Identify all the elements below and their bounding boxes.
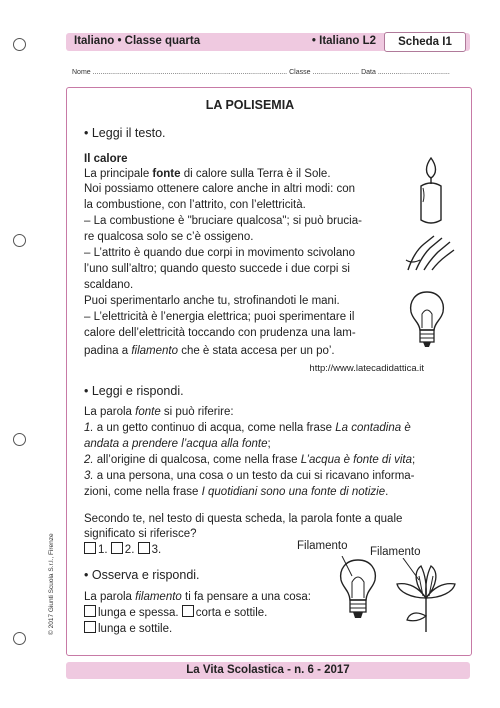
option-2-label: 2. bbox=[124, 544, 135, 556]
passage-line: scaldano. bbox=[84, 279, 134, 291]
student-info-row bbox=[72, 69, 472, 76]
page-title: LA POLISEMIA bbox=[205, 98, 295, 112]
option-lunga-sottile-checkbox[interactable] bbox=[84, 621, 96, 633]
candle-illustration bbox=[413, 156, 449, 226]
answer-options bbox=[84, 542, 161, 558]
meaning-intro: La parola fonte si può riferire: bbox=[84, 406, 234, 418]
passage-line: – L’attrito è quando due corpi in movimento scivolano bbox=[84, 247, 356, 259]
nome-label: Nome bbox=[72, 69, 91, 76]
filament-bulb-illustration bbox=[336, 556, 380, 622]
filament-options-row bbox=[84, 621, 172, 637]
meaning-1: 1. a un getto continuo di acqua, come nella frase La contadina è bbox=[84, 422, 411, 434]
filament-question: La parola filamento ti fa pensare a una cosa: bbox=[84, 591, 311, 603]
section-heading-answer: • Leggi e rispondi. bbox=[84, 384, 184, 398]
passage-line: la combustione, con l’attrito, con l’elettricità. bbox=[84, 199, 306, 211]
classe-field[interactable]: ........................ bbox=[312, 69, 360, 76]
light-bulb-icon bbox=[407, 290, 447, 350]
meaning-3-cont: zioni, come nella frase I quotidiani sono una fonte di notizie. bbox=[84, 486, 389, 498]
option-3-checkbox[interactable] bbox=[138, 542, 150, 554]
passage-line: Noi possiamo ottenere calore anche in altri modi: con bbox=[84, 183, 356, 195]
binder-hole bbox=[13, 234, 26, 247]
header-bar bbox=[66, 33, 470, 51]
flower-illustration bbox=[393, 558, 459, 632]
filament-label-bulb: Filamento bbox=[297, 540, 348, 552]
binder-hole bbox=[13, 38, 26, 51]
footer-bar: La Vita Scolastica - n. 6 - 2017 bbox=[66, 662, 470, 679]
rubbing-hands-illustration bbox=[404, 230, 456, 274]
question-text: Secondo te, nel testo di questa scheda, la parola fonte a quale bbox=[84, 513, 403, 525]
meaning-3: 3. a una persona, una cosa o un testo da cui si ricavano informa- bbox=[84, 470, 415, 482]
passage-title: Il calore bbox=[84, 153, 128, 165]
binder-hole bbox=[13, 433, 26, 446]
passage-line: – La combustione è "bruciare qualcosa"; si può brucia- bbox=[84, 215, 362, 227]
filament-options-row bbox=[84, 605, 267, 621]
option-corta-sottile-checkbox[interactable] bbox=[182, 605, 194, 617]
copyright-credit: © 2017 Giunti Scuola S.r.l., Firenze bbox=[48, 533, 55, 635]
classe-label: Classe bbox=[289, 69, 311, 76]
option-lunga-spessa-label: lunga e spessa. bbox=[98, 607, 179, 619]
source-url[interactable]: http://www.latecadidattica.it bbox=[309, 363, 424, 374]
meaning-2: 2. all’origine di qualcosa, come nella frase L’acqua è fonte di vita; bbox=[84, 454, 416, 466]
question-text: significato si riferisce? bbox=[84, 528, 197, 540]
passage-line: La principale fonte di calore sulla Terra è il Sole. bbox=[84, 168, 331, 180]
passage-line: padina a filamento che è stata accesa per un po’. bbox=[84, 345, 335, 357]
option-corta-sottile-label: corta e sottile. bbox=[195, 607, 268, 619]
nome-field[interactable]: .................................................................................................... bbox=[92, 69, 288, 76]
option-2-checkbox[interactable] bbox=[111, 542, 123, 554]
meaning-1-cont: andata a prendere l’acqua alla fonte; bbox=[84, 438, 271, 450]
data-field[interactable]: ..................................... bbox=[377, 69, 450, 76]
section-heading-observe: • Osserva e rispondi. bbox=[84, 568, 200, 582]
filament-label-flower: Filamento bbox=[370, 546, 421, 558]
sheet-tab: Scheda I1 bbox=[384, 32, 466, 52]
passage-line: – L’elettricità è l’energia elettrica; puoi sperimentare il bbox=[84, 311, 355, 323]
course-label: • Italiano L2 bbox=[311, 35, 376, 47]
passage-line: calore dell’elettricità toccando con prudenza una lam- bbox=[84, 327, 356, 339]
passage-line: Puoi sperimentarlo anche tu, strofinandoti le mani. bbox=[84, 295, 340, 307]
subject-label: Italiano • Classe quarta bbox=[74, 35, 201, 47]
option-lunga-spessa-checkbox[interactable] bbox=[84, 605, 96, 617]
data-label: Data bbox=[361, 69, 376, 76]
option-1-checkbox[interactable] bbox=[84, 542, 96, 554]
binder-hole bbox=[13, 632, 26, 645]
option-1-label: 1. bbox=[98, 544, 108, 556]
section-heading-read: • Leggi il testo. bbox=[84, 126, 166, 140]
option-lunga-sottile-label: lunga e sottile. bbox=[98, 623, 173, 635]
passage-line: l’uno sull’altro; quando questo succede i due corpi si bbox=[84, 263, 350, 275]
passage-line: re qualcosa solo se c’è ossigeno. bbox=[84, 231, 254, 243]
option-3-label: 3. bbox=[151, 544, 162, 556]
